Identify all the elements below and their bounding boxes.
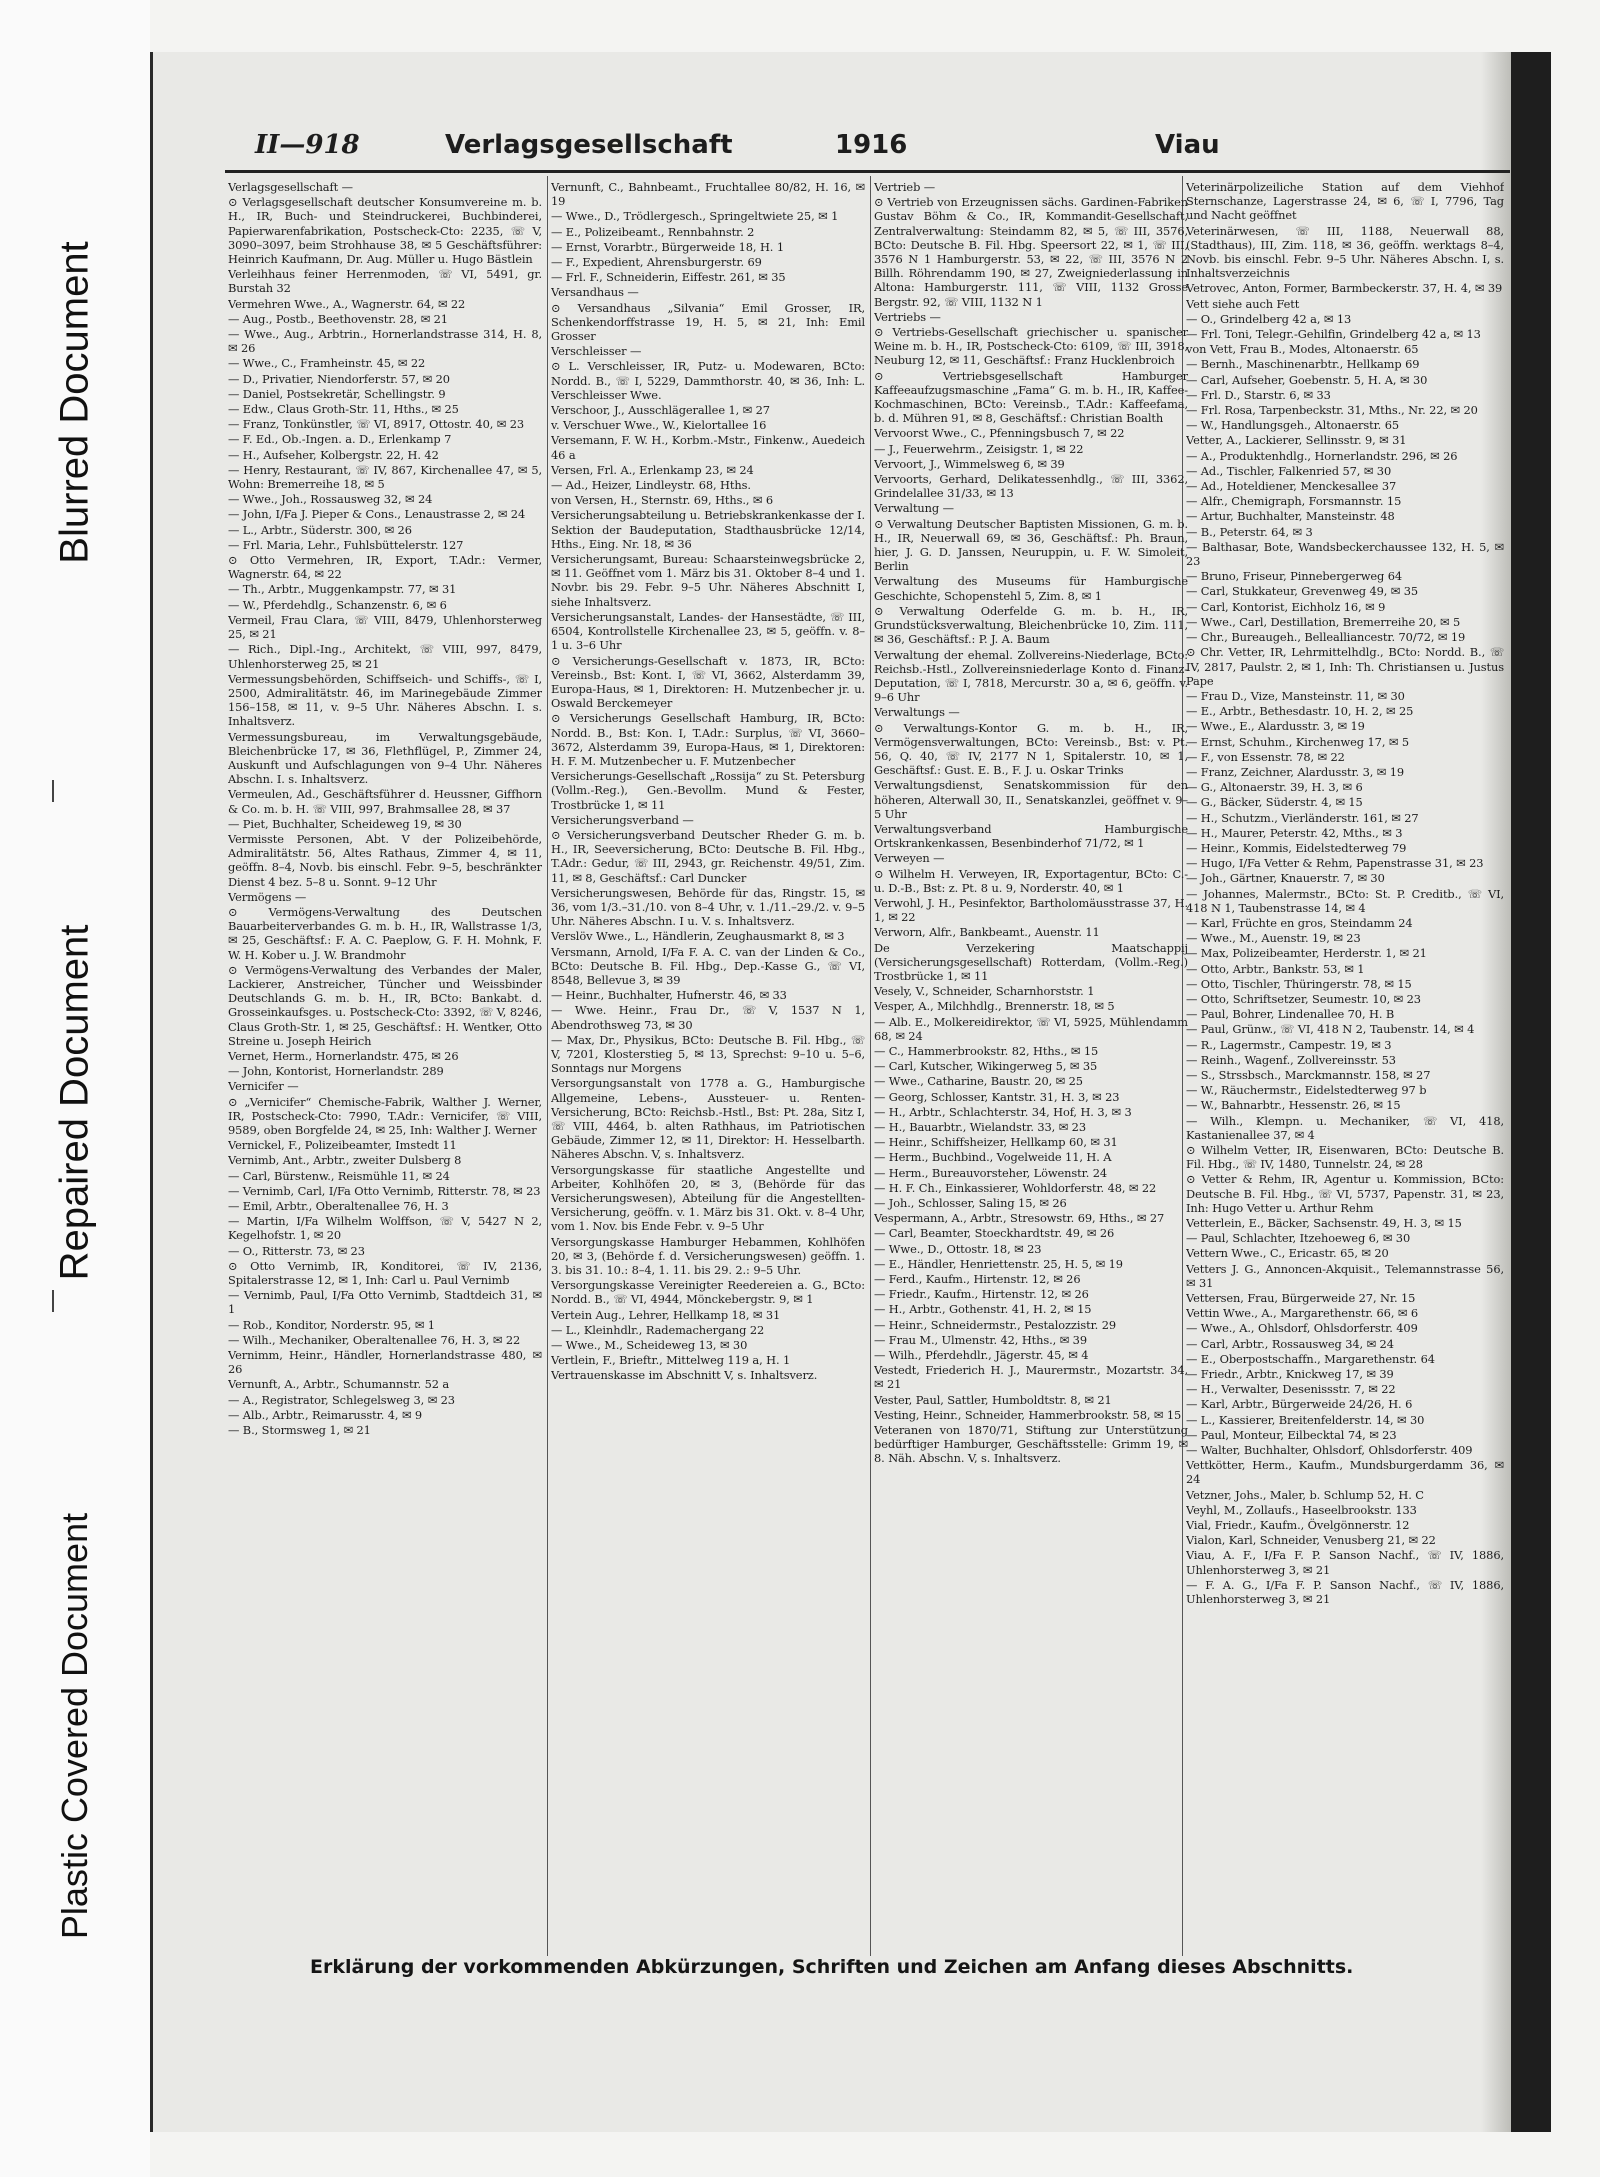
directory-entry: Vesely, V., Schneider, Scharnhorststr. 1: [874, 984, 1095, 999]
directory-entry: Verslöv Wwe., L., Händlerin, Zeughausmarkt 8, ✉ 3: [551, 929, 845, 944]
directory-entry: — Artur, Buchhalter, Mansteinstr. 48: [1186, 509, 1395, 524]
directory-entry: Vetter, A., Lackierer, Sellinsstr. 9, ✉ 31: [1186, 433, 1407, 448]
directory-entry: Vesting, Heinr., Schneider, Hammerbrookstr. 58, ✉ 15: [874, 1407, 1182, 1422]
directory-entry: — H., Verwalter, Desenissstr. 7, ✉ 22: [1186, 1382, 1396, 1397]
directory-entry: von Versen, H., Sternstr. 69, Hths., ✉ 6: [551, 493, 774, 508]
directory-entry: — Frl. F., Schneiderin, Eiffestr. 261, ✉ 35: [551, 270, 786, 285]
directory-entry: — Edw., Claus Groth-Str. 11, Hths., ✉ 25: [228, 402, 459, 417]
directory-entry: — A., Produktenhdlg., Hornerlandstr. 296, ✉ 26: [1186, 448, 1458, 463]
directory-entry: — H., Arbtr., Gothenstr. 41, H. 2, ✉ 15: [874, 1302, 1092, 1317]
directory-entry: Vermeil, Frau Clara, ☏ VIII, 8479, Uhlenhorsterweg 25, ✉ 21: [228, 612, 542, 642]
directory-entry: Vervoorts, Gerhard, Delikatessenhdlg., ☏ III, 3362, Grindelallee 31/33, ✉ 13: [874, 472, 1188, 501]
directory-entry: — Franz, Tonkünstler, ☏ VI, 8917, Ottostr. 40, ✉ 23: [228, 417, 525, 432]
directory-entry: — Alb. E., Molkereidirektor, ☏ VI, 5925, Mühlendamm 68, ✉ 24: [874, 1014, 1188, 1043]
directory-entry: Viau, A. F., I/Fa F. P. Sanson Nachf., ☏ IV, 1886, Uhlenhorsterweg 3, ✉ 21: [1186, 1548, 1504, 1577]
directory-entry: — H., Aufseher, Kolbergstr. 22, H. 42: [228, 447, 439, 462]
directory-entry: Verwohl, J. H., Pesinfektor, Bartholomäusstrasse 37, H. 1, ✉ 22: [874, 895, 1188, 925]
directory-entry: — F. Ed., Ob.-Ingen. a. D., Erlenkamp 7: [228, 432, 452, 447]
directory-entry: — Carl, Kontorist, Eichholz 16, ✉ 9: [1186, 599, 1386, 614]
directory-entry: ⊙ Vermögens-Verwaltung des Deutschen Bauarbeiterverbandes G. m. b. H., IR, Wallstrasse 1/3, ✉ 25, Geschäftsf.: F. A. C. Paeplow, G. F. H. Mohnk, F. W. H. Kober u. J. W. Brandmohr: [228, 904, 542, 962]
directory-entry: — Wwe., D., Ottostr. 18, ✉ 23: [874, 1241, 1042, 1256]
directory-entry: Vett siehe auch Fett: [1186, 296, 1300, 311]
directory-entry: — Ernst, Schuhm., Kirchenweg 17, ✉ 5: [1186, 734, 1409, 749]
directory-entry: — Carl, Bürstenw., Reismühle 11, ✉ 24: [228, 1168, 450, 1183]
directory-entry: Verwaltung —: [874, 501, 954, 516]
label-divider-tick: [52, 1290, 54, 1312]
directory-entry: — S., Strssbsch., Marckmannstr. 158, ✉ 27: [1186, 1067, 1431, 1082]
directory-entry: — Wwe., Catharine, Baustr. 20, ✉ 25: [874, 1074, 1083, 1089]
directory-entry: — O., Grindelberg 42 a, ✉ 13: [1186, 311, 1352, 326]
directory-entry: — Frau M., Ulmenstr. 42, Hths., ✉ 39: [874, 1332, 1087, 1347]
page-edge-dark: [1511, 52, 1551, 2132]
directory-entry: ⊙ Verwaltung Oderfelde G. m. b. H., IR, Grundstücksverwaltung, Bleichenbrücke 10, Zim. 111, ✉ 36, Geschäftsf.: P. J. A. Baum: [874, 603, 1188, 647]
directory-entry: — Wwe., A., Ohlsdorf, Ohlsdorferstr. 409: [1186, 1321, 1418, 1336]
directory-entry: — Frl. Toni, Telegr.-Gehilfin, Grindelberg 42 a, ✉ 13: [1186, 327, 1481, 342]
directory-entry: — Paul, Grünw., ☏ VI, 418 N 2, Taubenstr. 14, ✉ 4: [1186, 1022, 1475, 1037]
directory-entry: ⊙ Versicherungsverband Deutscher Rheder G. m. b. H., IR, Seeversicherung, BCto: Deutsche B. Fil. Hbg., T.Adr.: Gedur, ☏ III, 2943, gr. Reichenstr. 49/51, Zim. 11, ✉ 8, Geschäftsf.: Carl Duncker: [551, 827, 865, 885]
directory-entry: — Heinr., Schneidermstr., Pestalozzistr. 29: [874, 1317, 1117, 1332]
directory-entry: Vettern Wwe., C., Ericastr. 65, ✉ 20: [1186, 1246, 1389, 1261]
directory-column-1: [228, 180, 542, 1950]
directory-entry: — Franz, Zeichner, Alardusstr. 3, ✉ 19: [1186, 764, 1405, 779]
directory-entry: ⊙ „Vernicifer“ Chemische-Fabrik, Walther J. Werner, IR, Postscheck-Cto: 7990, T.Adr.: Vernicifer, ☏ VIII, 9589, oben Borgfelde 24, ✉ 25, Inh: Walther J. Werner: [228, 1094, 542, 1137]
directory-entry: — F. A. G., I/Fa F. P. Sanson Nachf., ☏ IV, 1886, Uhlenhorsterweg 3, ✉ 21: [1186, 1577, 1504, 1607]
directory-entry: — Wilh., Mechaniker, Oberaltenallee 76, H. 3, ✉ 22: [228, 1332, 521, 1347]
directory-entry: Vertlein, F., Brieftr., Mittelweg 119 a, H. 1: [551, 1353, 791, 1368]
directory-entry: Versicherungsamt, Bureau: Schaarsteinwegsbrücke 2, ✉ 11. Geöffnet vom 1. März bis 31. Oktober 8–4 und 1. Novbr. bis 29. Febr. 9–5 Uhr. Näheres Abschnitt I, siehe Inhaltsverz.: [551, 552, 865, 609]
directory-entry: Veyhl, M., Zollaufs., Haseelbrookstr. 133: [1186, 1502, 1417, 1517]
directory-entry: — H., Bauarbtr., Wielandstr. 33, ✉ 23: [874, 1120, 1086, 1134]
directory-entry: Vettkötter, Herm., Kaufm., Mundsburgerdamm 36, ✉ 24: [1186, 1458, 1504, 1487]
directory-entry: Vermögens —: [228, 889, 307, 904]
directory-entry: — Paul, Bohrer, Lindenallee 70, H. B: [1186, 1007, 1395, 1022]
directory-entry: Versmann, Arnold, I/Fa F. A. C. van der Linden & Co., BCto: Deutsche B. Fil. Hbg., Dep.-Kasse G., ☏ VI, 8548, Bellevue 3, ✉ 39: [551, 944, 865, 987]
directory-entry: Versicherungsverband —: [551, 812, 694, 827]
directory-entry: — Rich., Dipl.-Ing., Architekt, ☏ VIII, 997, 8479, Uhlenhorsterweg 25, ✉ 21: [228, 642, 542, 671]
directory-entry: Versicherungs-Gesellschaft „Rossija“ zu St. Petersburg (Vollm.-Reg.), Gen.-Bevollm. Mund & Fester, Trostbrücke 1, ✉ 11: [551, 769, 865, 812]
directory-entry: — John, Kontorist, Hornerlandstr. 289: [228, 1064, 444, 1079]
column-divider: [870, 176, 871, 1956]
directory-entry: ⊙ Vertriebs-Gesellschaft griechischer u. spanischer Weine m. b. H., IR, Postscheck-Cto: 6109, ☏ III, 3918, Neuburg 12, ✉ 11, Geschäftsf.: Franz Hucklenbroich: [874, 325, 1188, 368]
directory-entry: ⊙ Vertriebsgesellschaft Hamburger Kaffeeaufzugsmaschine „Fama“ G. m. b. H., IR, Kaffee-Kochmaschinen, BCto: Vereinsb., T.Adr.: Kaffeefama, b. d. Mühren 91, ✉ 8, Geschäftsf.: Christian Boalth: [874, 368, 1188, 426]
directory-entry: Vetzner, Johs., Maler, b. Schlump 52, H. C: [1186, 1487, 1424, 1502]
directory-entry: Versandhaus —: [551, 285, 639, 300]
directory-entry: — E., Arbtr., Bethesdastr. 10, H. 2, ✉ 25: [1186, 704, 1414, 719]
directory-entry: Versicherungsanstalt, Landes- der Hansestädte, ☏ III, 6504, Kontrollstelle Kirchenallee 23, ✉ 5, geöffn. v. 8–1 u. 3–6 Uhr: [551, 609, 865, 653]
directory-entry: — Georg, Schlosser, Kantstr. 31, H. 3, ✉ 23: [874, 1089, 1120, 1104]
directory-entry: — Paul, Monteur, Eilbecktal 74, ✉ 23: [1186, 1427, 1397, 1442]
directory-entry: — Ad., Tischler, Falkenried 57, ✉ 30: [1186, 463, 1392, 478]
last-entry-word: Viau: [1155, 130, 1220, 160]
directory-entry: Veterinärwesen, ☏ III, 1188, Neuerwall 88, (Stadthaus), III, Zim. 118, ✉ 36, geöffn. werktags 8–4, Novb. bis einschl. Febr. 9–5 Uhr. Näheres Abschn. I, s. Inhaltsverzeichnis: [1186, 223, 1504, 281]
directory-entry: ⊙ Wilhelm H. Verweyen, IR, Exportagentur, BCto: C.- u. D.-B., Bst: z. Pt. 8 u. 9, Norderstr. 40, ✉ 1: [874, 866, 1188, 895]
directory-entry: — H., Arbtr., Schlachterstr. 34, Hof, H. 3, ✉ 3: [874, 1104, 1132, 1119]
directory-entry: Verwaltungs —: [874, 705, 960, 720]
directory-entry: Verschleisser —: [551, 344, 642, 359]
directory-entry: — Wwe., E., Alardusstr. 3, ✉ 19: [1186, 719, 1365, 734]
directory-entry: — Walter, Buchhalter, Ohlsdorf, Ohlsdorferstr. 409: [1186, 1443, 1473, 1458]
directory-entry: Vernimb, Ant., Arbtr., zweiter Dulsberg 8: [228, 1153, 462, 1168]
directory-entry: — Carl, Kutscher, Wikingerweg 5, ✉ 35: [874, 1059, 1098, 1074]
directory-entry: Verwaltungsdienst, Senatskommission für den höheren, Alterwall 30, II., Senatskanzlei, geöffnet v. 9–5 Uhr: [874, 778, 1188, 821]
directory-entry: — B., Stormsweg 1, ✉ 21: [228, 1423, 371, 1438]
directory-entry: — Wwe., Aug., Arbtrin., Hornerlandstrasse 314, H. 8, ✉ 26: [228, 327, 542, 356]
directory-entry: — H., Maurer, Peterstr. 42, Mths., ✉ 3: [1186, 825, 1403, 840]
directory-entry: — Carl, Beamter, Stoeckhardtstr. 49, ✉ 26: [874, 1226, 1115, 1241]
directory-entry: Vernicifer —: [228, 1079, 299, 1094]
directory-entry: Verweyen —: [874, 851, 945, 866]
directory-entry: von Vett, Frau B., Modes, Altonaerstr. 65: [1186, 342, 1419, 357]
directory-entry: ⊙ Versicherungs Gesellschaft Hamburg, IR, BCto: Nordd. B., Bst: Kon. I, T.Adr.: Surplus, ☏ VI, 3660–3672, Alsterdamm 39, Europa-Haus, ✉ 1, Direktoren: H. F. M. Mutzenbecher u. F. Mutzenbecher: [551, 711, 865, 768]
directory-entry: ⊙ L. Verschleisser, IR, Putz- u. Modewaren, BCto: Nordd. B., ☏ I, 5229, Dammthorstr. 40, ✉ 36, Inh: L. Verschleisser Wwe.: [551, 359, 865, 402]
directory-entry: — Max, Polizeibeamter, Herderstr. 1, ✉ 21: [1186, 946, 1427, 961]
directory-entry: — G., Bäcker, Süderstr. 4, ✉ 15: [1186, 795, 1363, 810]
directory-entry: Veteranen von 1870/71, Stiftung zur Unterstützung bedürftiger Hamburger, Geschäftsstelle: Grimm 19, ✉ 8. Näh. Abschn. V, s. Inhaltsverz.: [874, 1423, 1188, 1466]
directory-entry: Versicherungsabteilung u. Betriebskrankenkasse der I. Sektion der Baudeputation, Stadthausbrücke 12/14, Hths., Eing. Nr. 18, ✉ 36: [551, 508, 865, 551]
directory-column-4: [1186, 180, 1504, 1950]
directory-entry: — Friedr., Arbtr., Knickweg 17, ✉ 39: [1186, 1367, 1394, 1382]
directory-entry: Versorgungskasse Hamburger Hebammen, Kohlhöfen 20, ✉ 3, (Behörde f. d. Versicherungswesen) geöffn. 1. 3. bis 31. 10.: 8–4, 1. 11. bis 29. 2.: 9–5 Uhr.: [551, 1234, 865, 1278]
directory-column-2: [551, 180, 865, 1950]
directory-entry: De Verzekering Maatschappij (Versicherungsgesellschaft) Rotterdam, (Vollm.-Reg.) Trostbrücke 1, ✉ 11: [874, 940, 1188, 983]
directory-entry: Vertrieb —: [874, 180, 936, 194]
directory-entry: Vernunft, A., Arbtr., Schumannstr. 52 a: [228, 1377, 450, 1392]
directory-entry: — J., Feuerwehrm., Zeisigstr. 1, ✉ 22: [874, 441, 1084, 456]
directory-entry: ⊙ Otto Vernimb, IR, Konditorei, ☏ IV, 2136, Spitalerstrasse 12, ✉ 1, Inh: Carl u. Paul Vernimb: [228, 1258, 542, 1288]
directory-column-3: [874, 180, 1188, 1950]
directory-entry: — Otto, Schriftsetzer, Seumestr. 10, ✉ 23: [1186, 991, 1421, 1006]
directory-entry: Versorgungsanstalt von 1778 a. G., Hamburgische Allgemeine, Lebens-, Aussteuer- u. Renten-Versicherung, BCto: Reichsb.-Hstl., Bst: Pt. 28a, Sitz I, ☏ VIII, 4464, b. alten Rathhaus, im Patriotischen Gebäude, Zimmer 12, ✉ 11, Direktor: H. Hesselbarth. Näheres Abschn. V, s. Inhaltsverz.: [551, 1076, 865, 1162]
directory-entry: Vetrovec, Anton, Former, Barmbeckerstr. 37, H. 4, ✉ 39: [1186, 281, 1503, 296]
directory-entry: — Emil, Arbtr., Oberaltenallee 76, H. 3: [228, 1199, 449, 1214]
directory-entry: — Heinr., Buchhalter, Hufnerstr. 46, ✉ 33: [551, 988, 787, 1003]
directory-entry: — Wwe., Carl, Destillation, Bremerreihe 20, ✉ 5: [1186, 614, 1461, 629]
repaired-document-label: Repaired Document: [52, 924, 97, 1281]
directory-entry: — Vernimb, Paul, I/Fa Otto Vernimb, Stadtdeich 31, ✉ 1: [228, 1288, 542, 1317]
directory-entry: — Rob., Konditor, Norderstr. 95, ✉ 1: [228, 1317, 435, 1332]
directory-entry: — A., Registrator, Schlegelsweg 3, ✉ 23: [228, 1392, 455, 1407]
directory-entry: Vetterlein, E., Bäcker, Sachsenstr. 49, H. 3, ✉ 15: [1186, 1216, 1462, 1231]
directory-entry: Vermeulen, Ad., Geschäftsführer d. Heussner, Giffhorn & Co. m. b. H. ☏ VIII, 997, Brahmsallee 28, ✉ 37: [228, 787, 542, 816]
directory-entry: — Frl. D., Starstr. 6, ✉ 33: [1186, 387, 1331, 402]
directory-entry: — Frl. Rosa, Tarpenbeckstr. 31, Mths., Nr. 22, ✉ 20: [1186, 403, 1478, 418]
side-label-panel: [0, 0, 150, 2177]
section-title: Verlagsgesellschaft: [445, 130, 733, 160]
directory-entry: — B., Peterstr. 64, ✉ 3: [1186, 524, 1313, 539]
directory-entry: Vetters J. G., Annoncen-Akquisit., Telemannstrasse 56, ✉ 31: [1186, 1261, 1504, 1290]
directory-entry: — W., Räuchermstr., Eidelstedterweg 97 b: [1186, 1083, 1427, 1098]
directory-entry: v. Verschuer Wwe., W., Kielortallee 16: [551, 418, 767, 433]
directory-entry: — Frau D., Vize, Mansteinstr. 11, ✉ 30: [1186, 688, 1405, 703]
directory-entry: Versen, Frl. A., Erlenkamp 23, ✉ 24: [551, 462, 754, 477]
directory-entry: — F., von Essenstr. 78, ✉ 22: [1186, 749, 1345, 764]
directory-entry: — Ernst, Vorarbtr., Bürgerweide 18, H. 1: [551, 239, 784, 254]
directory-entry: — H., Schutzm., Vierländerstr. 161, ✉ 27: [1186, 810, 1419, 825]
directory-entry: Verworn, Alfr., Bankbeamt., Auenstr. 11: [874, 925, 1100, 940]
directory-entry: ⊙ Otto Vermehren, IR, Export, T.Adr.: Vermer, Wagnerstr. 64, ✉ 22: [228, 553, 542, 582]
directory-entry: — G., Altonaerstr. 39, H. 3, ✉ 6: [1186, 780, 1363, 795]
directory-entry: — E., Oberpostschaffn., Margarethenstr. 64: [1186, 1351, 1435, 1366]
directory-entry: Verwaltungsverband Hamburgische Ortskrankenkassen, Besenbinderhof 71/72, ✉ 1: [874, 821, 1188, 851]
directory-entry: — Wwe., M., Scheideweg 13, ✉ 30: [551, 1338, 748, 1353]
directory-entry: — Karl, Früchte en gros, Steindamm 24: [1186, 915, 1413, 930]
directory-entry: — L., Kleinhdlr., Rademachergang 22: [551, 1322, 765, 1337]
directory-entry: — Joh., Gärtner, Knauerstr. 7, ✉ 30: [1186, 871, 1385, 886]
directory-entry: — Otto, Arbtr., Bankstr. 53, ✉ 1: [1186, 961, 1365, 976]
directory-entry: ⊙ Verwaltung Deutscher Baptisten Missionen, G. m. b. H., IR, Neuerwall 69, ✉ 36, Geschäftsf.: Ph. Braun, hier, J. G. D. Janssen, Neuruppin, u. F. W. Simoleit, Berlin: [874, 516, 1188, 574]
directory-entry: — Hugo, I/Fa Vetter & Rehm, Papenstrasse 31, ✉ 23: [1186, 856, 1484, 871]
directory-entry: Vernickel, F., Polizeibeamter, Imstedt 11: [228, 1138, 457, 1153]
directory-entry: — Johannes, Malermstr., BCto: St. P. Creditb., ☏ VI, 418 N 1, Taubenstrasse 14, ✉ 4: [1186, 886, 1504, 915]
directory-entry: ⊙ Vertrieb von Erzeugnissen sächs. Gardinen-Fabriken Gustav Böhm & Co., IR, Kommandit-Gesellschaft, Zentralverwaltung: Steindamm 82, ✉ 5, ☏ III, 3576, BCto: Deutsche B. Fil. Hbg. Speersort 22, ✉ 1, ☏ III, 3576 N 1 Hamburgerstr. 53, ✉ 22, ☏ III, 3576 N 2 Billh. Röhrendamm 190, ✉ 27, Zweigniederlassung in Altona: Hamburgerstr. 111, ☏ VIII, 1132 Grosse Bergstr. 92, ☏ VIII, 1132 N 1: [874, 195, 1188, 309]
directory-entry: — Otto, Tischler, Thüringerstr. 78, ✉ 15: [1186, 976, 1412, 991]
directory-entry: Vesper, A., Milchhdlg., Brennerstr. 18, ✉ 5: [874, 999, 1115, 1014]
directory-entry: — Wwe., M., Auenstr. 19, ✉ 23: [1186, 931, 1361, 946]
directory-entry: Verschoor, J., Ausschlägerallee 1, ✉ 27: [551, 403, 770, 418]
directory-entry: — Bruno, Friseur, Pinnebergerweg 64: [1186, 569, 1403, 584]
directory-entry: ⊙ Versicherungs-Gesellschaft v. 1873, IR, BCto: Vereinsb., Bst: Kont. I, ☏ VI, 3662, Alsterdamm 39, Europa-Haus, ✉ 1, Direktoren: H. Mutzenbecher jr. u. Oswald Berckemeyer: [551, 653, 865, 711]
directory-entry: — Wwe. Heinr., Frau Dr., ☏ V, 1537 N 1, Abendrothsweg 73, ✉ 30: [551, 1003, 865, 1032]
directory-entry: Versorgungskasse für staatliche Angestellte und Arbeiter, Kohlhöfen 20, ✉ 3, (Behörde für das Versicherungswesen), Abteilung für die Angestellten-Versicherung, geöffn. v. 1. März bis 31. Okt. v. 8–4 Uhr, vom 1. Nov. bis Ende Febr. v. 9–5 Uhr: [551, 1162, 865, 1234]
directory-entry: Vertriebs —: [874, 309, 941, 324]
directory-entry: Vialon, Karl, Schneider, Venusberg 21, ✉ 22: [1186, 1533, 1436, 1548]
directory-entry: — H. F. Ch., Einkassierer, Wohldorferstr. 48, ✉ 22: [874, 1180, 1157, 1195]
directory-entry: — Karl, Arbtr., Bürgerweide 24/26, H. 6: [1186, 1397, 1413, 1412]
directory-entry: — Heinr., Schiffsheizer, Hellkamp 60, ✉ 31: [874, 1135, 1118, 1150]
directory-entry: — F., Expedient, Ahrensburgerstr. 69: [551, 255, 762, 270]
directory-entry: — Wwe., C., Framheinstr. 45, ✉ 22: [228, 356, 426, 371]
directory-entry: Versorgungskasse Vereinigter Reedereien a. G., BCto: Nordd. B., ☏ VI, 4944, Mönckebergstr. 9, ✉ 1: [551, 1278, 865, 1307]
directory-entry: — L., Arbtr., Süderstr. 300, ✉ 26: [228, 522, 412, 537]
directory-entry: — E., Händler, Henriettenstr. 25, H. 5, ✉ 19: [874, 1256, 1123, 1271]
directory-entry: — Wwe., Joh., Rossausweg 32, ✉ 24: [228, 492, 433, 507]
directory-entry: ⊙ Wilhelm Vetter, IR, Eisenwaren, BCto: Deutsche B. Fil. Hbg., ☏ IV, 1480, Tunnelstr. 24, ✉ 28: [1186, 1143, 1504, 1172]
directory-entry: — D., Privatier, Niendorferstr. 57, ✉ 20: [228, 371, 450, 386]
directory-entry: Vester, Paul, Sattler, Humboldtstr. 8, ✉ 21: [874, 1392, 1112, 1407]
directory-entry: Vespermann, A., Arbtr., Stresowstr. 69, Hths., ✉ 27: [874, 1211, 1165, 1226]
directory-entry: — Wilh., Klempn. u. Mechaniker, ☏ VI, 418, Kastanienallee 37, ✉ 4: [1186, 1113, 1504, 1142]
directory-entry: — Henry, Restaurant, ☏ IV, 867, Kirchenallee 47, ✉ 5, Wohn: Bremerreihe 18, ✉ 5: [228, 462, 542, 492]
directory-entry: ⊙ Verwaltungs-Kontor G. m. b. H., IR, Vermögensverwaltungen, BCto: Vereinsb., Bst: v. Pt. 56, Q. 40, ☏ IV, 2177 N 1, Spitalerstr. 10, ✉ 1, Geschäftsf.: Gust. E. B., F. J. u. Oskar Trinks: [874, 720, 1188, 778]
directory-entry: Versemann, F. W. H., Korbm.-Mstr., Finkenw., Auedeich 46 a: [551, 433, 865, 462]
directory-entry: Vertein Aug., Lehrer, Hellkamp 18, ✉ 31: [551, 1307, 781, 1322]
directory-entry: — Reinh., Wagenf., Zollvereinsstr. 53: [1186, 1052, 1396, 1067]
directory-entry: — Wwe., D., Trödlergesch., Springeltwiete 25, ✉ 1: [551, 209, 839, 224]
directory-entry: Vestedt, Friederich H. J., Maurermstr., Mozartstr. 34, ✉ 21: [874, 1363, 1188, 1392]
header-rule: [225, 170, 1510, 173]
directory-entry: — O., Ritterstr. 73, ✉ 23: [228, 1243, 365, 1258]
directory-entry: ⊙ Verlagsgesellschaft deutscher Konsumvereine m. b. H., IR, Buch- und Steindruckerei, Buchbinderei, Papierwarenfabrikation, Postscheck-Cto: 2235, ☏ V, 3090–3097, beim Strohhause 38, ✉ 5 Geschäftsführer: Heinrich Kaufmann, Dr. Aug. Müller u. Hugo Bästlein: [228, 195, 542, 267]
column-divider: [547, 176, 548, 1956]
directory-entry: — Carl, Aufseher, Goebenstr. 5, H. A, ✉ 30: [1186, 372, 1428, 387]
directory-entry: — C., Hammerbrookstr. 82, Hths., ✉ 15: [874, 1043, 1099, 1058]
directory-entry: Verwaltung der ehemal. Zollvereins-Niederlage, BCto: Reichsb.-Hstl., Zollvereinsniederlage Konto d. Finanz-Deputation, ☏ I, 7818, Mercurstr. 30 a, ✉ 6, geöffn. v. 9–6 Uhr: [874, 647, 1188, 705]
directory-entry: Vertrauenskasse im Abschnitt V, s. Inhaltsverz.: [551, 1368, 818, 1383]
directory-entry: — Th., Arbtr., Muggenkampstr. 77, ✉ 31: [228, 582, 457, 597]
directory-entry: Vernunft, C., Bahnbeamt., Fruchtallee 80/82, H. 16, ✉ 19: [551, 180, 865, 209]
plastic-covered-document-label: Plastic Covered Document: [54, 1512, 95, 1940]
directory-entry: — Ad., Heizer, Lindleystr. 68, Hths.: [551, 478, 751, 493]
directory-entry: — E., Polizeibeamt., Rennbahnstr. 2: [551, 224, 755, 239]
directory-year: 1916: [835, 130, 908, 160]
directory-entry: — Frl. Maria, Lehr., Fuhlsbüttelerstr. 127: [228, 537, 464, 552]
directory-entry: — Martin, I/Fa Wilhelm Wolffson, ☏ V, 5427 N 2, Kegelhofstr. 1, ✉ 20: [228, 1214, 542, 1243]
directory-entry: — Herm., Bureauvorsteher, Löwenstr. 24: [874, 1165, 1108, 1180]
directory-entry: — Ferd., Kaufm., Hirtenstr. 12, ✉ 26: [874, 1272, 1081, 1287]
directory-entry: — Aug., Postb., Beethovenstr. 28, ✉ 21: [228, 311, 448, 326]
directory-entry: — Carl, Arbtr., Rossausweg 34, ✉ 24: [1186, 1336, 1394, 1351]
directory-entry: ⊙ Vermögens-Verwaltung des Verbandes der Maler, Lackierer, Anstreicher, Tüncher und Weissbinder Deutschlands G. m. b. H., IR, BCto: Bankabt. d. Grosseinkaufsges. u. Postscheck-Cto: 3392, ☏ V, 8246, Claus Groth-Str. 1, ✉ 25, Geschäftsf.: H. Wentker, Otto Streine u. Joseph Heirich: [228, 962, 542, 1048]
directory-entry: Verlagsgesellschaft —: [228, 180, 353, 194]
directory-entry: — Bernh., Maschinenarbtr., Hellkamp 69: [1186, 357, 1420, 372]
directory-entry: — W., Pferdehdlg., Schanzenstr. 6, ✉ 6: [228, 597, 447, 612]
directory-entry: — Alfr., Chemigraph, Forsmannstr. 15: [1186, 494, 1402, 509]
directory-entry: — John, I/Fa J. Pieper & Cons., Lenaustrasse 2, ✉ 24: [228, 507, 526, 522]
directory-entry: — Chr., Bureaugeh., Bellealliancestr. 70/72, ✉ 19: [1186, 630, 1466, 645]
directory-entry: — Wilh., Pferdehdlr., Jägerstr. 45, ✉ 4: [874, 1348, 1089, 1363]
directory-entry: ⊙ Versandhaus „Silvania“ Emil Grosser, IR, Schenkendorffstrasse 19, H. 5, ✉ 21, Inh: Emil Grosser: [551, 300, 865, 344]
directory-entry: Vernet, Herm., Hornerlandstr. 475, ✉ 26: [228, 1048, 459, 1063]
page-number: II—918: [255, 130, 360, 160]
directory-entry: — Max, Dr., Physikus, BCto: Deutsche B. Fil. Hbg., ☏ V, 7201, Klosterstieg 5, ✉ 13, Sprechst: 9–10 u. 5–6, Sonntags nur Morgens: [551, 1032, 865, 1076]
directory-entry: Vettin Wwe., A., Margarethenstr. 66, ✉ 6: [1186, 1306, 1418, 1321]
directory-entry: — Piet, Buchhalter, Scheideweg 19, ✉ 30: [228, 816, 462, 831]
directory-entry: — Paul, Schlachter, Itzehoeweg 6, ✉ 30: [1186, 1231, 1411, 1246]
directory-entry: — Balthasar, Bote, Wandsbeckerchaussee 132, H. 5, ✉ 23: [1186, 539, 1504, 569]
directory-entry: Vervoorst Wwe., C., Pfenningsbusch 7, ✉ 22: [874, 426, 1125, 441]
directory-entry: — Vernimb, Carl, I/Fa Otto Vernimb, Ritterstr. 78, ✉ 23: [228, 1183, 541, 1198]
abbreviation-note: Erklärung der vorkommenden Abkürzungen, Schriften und Zeichen am Anfang dieses Abschnitts.: [310, 1956, 1354, 1978]
directory-entry: Vermessungsbureau, im Verwaltungsgebäude, Bleichenbrücke 17, ✉ 36, Flethflügel, P., Zimmer 24, Auskunft und Aufschlagungen von 9–4 Uhr. Näheres Abschn. I. s. Inhaltsverz.: [228, 729, 542, 787]
directory-entry: — Ad., Hoteldiener, Menckesallee 37: [1186, 479, 1397, 494]
directory-entry: — L., Kassierer, Breitenfelderstr. 14, ✉ 30: [1186, 1412, 1425, 1427]
directory-entry: — W., Handlungsgeh., Altonaerstr. 65: [1186, 418, 1399, 433]
directory-entry: Vettersen, Frau, Bürgerweide 27, Nr. 15: [1186, 1291, 1416, 1306]
directory-entry: Vial, Friedr., Kaufm., Övelgönnerstr. 12: [1186, 1518, 1410, 1533]
blurred-document-label: Blurred Document: [52, 241, 97, 564]
page-header: [255, 130, 1505, 170]
directory-entry: Versicherungswesen, Behörde für das, Ringstr. 15, ✉ 36, vom 1/3.–31./10. von 8–4 Uhr, v. 1./11.–29./2. v. 9–5 Uhr. Näheres Abschn. I u. V. s. Inhaltsverz.: [551, 885, 865, 929]
directory-entry: — Alb., Arbtr., Reimarusstr. 4, ✉ 9: [228, 1407, 423, 1422]
directory-entry: — Carl, Stukkateur, Grevenweg 49, ✉ 35: [1186, 584, 1419, 599]
directory-entry: — Heinr., Kommis, Eidelstedterweg 79: [1186, 840, 1407, 855]
directory-entry: ⊙ Vetter & Rehm, IR, Agentur u. Kommission, BCto: Deutsche B. Fil. Hbg., ☏ VI, 5737, Papenstr. 31, ✉ 23, Inh: Hugo Vetter u. Arthur Rehm: [1186, 1172, 1504, 1215]
directory-entry: — Joh., Schlosser, Saling 15, ✉ 26: [874, 1196, 1067, 1211]
directory-entry: Veterinärpolizeiliche Station auf dem Viehhof Sternschanze, Lagerstrasse 24, ✉ 6, ☏ I, 7796, Tag und Nacht geöffnet: [1186, 180, 1504, 223]
directory-entry: Vernimm, Heinr., Händler, Hornerlandstrasse 480, ✉ 26: [228, 1348, 542, 1377]
directory-entry: — Friedr., Kaufm., Hirtenstr. 12, ✉ 26: [874, 1287, 1089, 1302]
directory-entry: — R., Lagermstr., Campestr. 19, ✉ 3: [1186, 1037, 1392, 1052]
directory-entry: — Herm., Buchbind., Vogelweide 11, H. A: [874, 1150, 1112, 1165]
directory-entry: — Daniel, Postsekretär, Schellingstr. 9: [228, 386, 446, 401]
label-divider-tick: [52, 780, 54, 802]
directory-entry: Vermehren Wwe., A., Wagnerstr. 64, ✉ 22: [228, 296, 466, 311]
directory-entry: Verwaltung des Museums für Hamburgische Geschichte, Schopenstehl 5, Zim. 8, ✉ 1: [874, 574, 1188, 603]
directory-entry: Vermessungsbehörden, Schiffseich- und Schiffs-, ☏ I, 2500, Admiralitätstr. 46, im Marinegebäude Zimmer 156–158, ✉ 11, v. 9–5 Uhr. Näheres Abschn. I. s. Inhaltsverz.: [228, 671, 542, 729]
directory-entry: Verleihhaus feiner Herrenmoden, ☏ VI, 5491, gr. Burstah 32: [228, 267, 542, 296]
directory-entry: ⊙ Chr. Vetter, IR, Lehrmittelhdlg., BCto: Nordd. B., ☏ IV, 2817, Paulstr. 2, ✉ 1, Inh: Th. Christiansen u. Justus Pape: [1186, 645, 1504, 688]
directory-entry: — W., Bahnarbtr., Hessenstr. 26, ✉ 15: [1186, 1098, 1401, 1113]
directory-entry: Vermisste Personen, Abt. V der Polizeibehörde, Admiralitätstr. 56, Altes Rathaus, Zimmer 4, ✉ 11, geöffn. 8–4, Novb. bis einschl. Febr. 9–5, beschränkter Dienst 4 bez. 5–8 u. Sonnt. 9–12 Uhr: [228, 831, 542, 889]
directory-entry: Vervoort, J., Wimmelsweg 6, ✉ 39: [874, 456, 1065, 471]
